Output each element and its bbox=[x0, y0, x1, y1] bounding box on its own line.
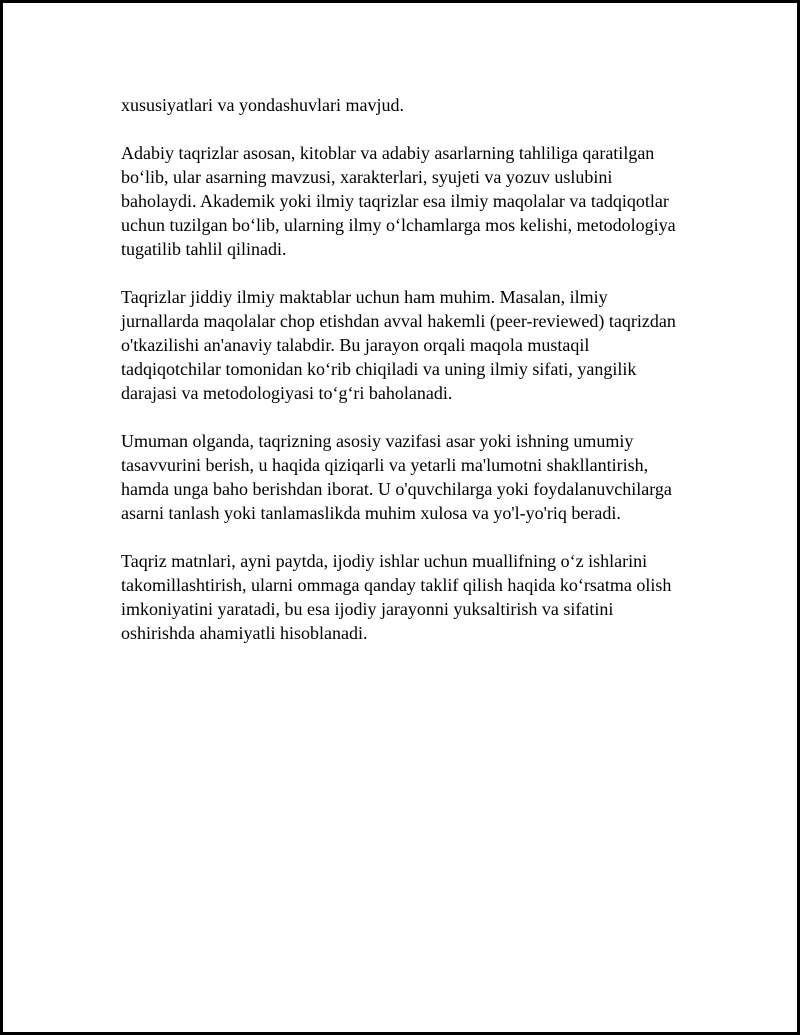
paragraph-2 bbox=[121, 141, 711, 261]
text-line: tasavvurini berish, u haqida qiziqarli va yetarli ma'lumotni shakllantirish, bbox=[121, 455, 649, 475]
text-line: tadqiqotchilar tomonidan ko‘rib chiqiladi va uning ilmiy sifati, yangilik bbox=[121, 359, 637, 379]
text-line: baholaydi. Akademik yoki ilmiy taqrizlar esa ilmiy maqolalar va tadqiqotlar bbox=[121, 191, 669, 211]
text-line: Taqrizlar jiddiy ilmiy maktablar uchun ham muhim. Masalan, ilmiy bbox=[121, 287, 608, 307]
text-line: tugatilib tahlil qilinadi. bbox=[121, 239, 287, 259]
document-body bbox=[121, 93, 711, 669]
text-line: Taqriz matnlari, ayni paytda, ijodiy ishlar uchun muallifning o‘z ishlarini bbox=[121, 551, 648, 571]
text-line: oshirishda ahamiyatli hisoblanadi. bbox=[121, 623, 368, 643]
paragraph-5 bbox=[121, 549, 711, 645]
text-line: darajasi va metodologiyasi to‘g‘ri baholanadi. bbox=[121, 383, 453, 403]
text-line: bo‘lib, ular asarning mavzusi, xarakterlari, syujeti va yozuv uslubini bbox=[121, 167, 613, 187]
text-line: o'tkazilishi an'anaviy talabdir. Bu jarayon orqali maqola mustaqil bbox=[121, 335, 590, 355]
text-line: imkoniyatini yaratadi, bu esa ijodiy jarayonni yuksaltirish va sifatini bbox=[121, 599, 614, 619]
text-line: jurnallarda maqolalar chop etishdan avval hakemli (peer-reviewed) taqrizdan bbox=[121, 311, 676, 331]
paragraph-4 bbox=[121, 429, 711, 525]
paragraph-3 bbox=[121, 285, 711, 405]
text-line: Adabiy taqrizlar asosan, kitoblar va adabiy asarlarning tahliliga qaratilgan bbox=[121, 143, 655, 163]
text-line: Umuman olganda, taqrizning asosiy vazifasi asar yoki ishning umumiy bbox=[121, 431, 634, 451]
text-line: xususiyatlari va yondashuvlari mavjud. bbox=[121, 95, 404, 115]
paragraph-1 bbox=[121, 93, 711, 117]
text-line: uchun tuzilgan bo‘lib, ularning ilmy o‘lchamlarga mos kelishi, metodologiya bbox=[121, 215, 676, 235]
text-line: takomillashtirish, ularni ommaga qanday taklif qilish haqida ko‘rsatma olish bbox=[121, 575, 672, 595]
text-line: hamda unga baho berishdan iborat. U o'quvchilarga yoki foydalanuvchilarga bbox=[121, 479, 672, 499]
text-line: asarni tanlash yoki tanlamaslikda muhim xulosa va yo'l-yo'riq beradi. bbox=[121, 503, 621, 523]
